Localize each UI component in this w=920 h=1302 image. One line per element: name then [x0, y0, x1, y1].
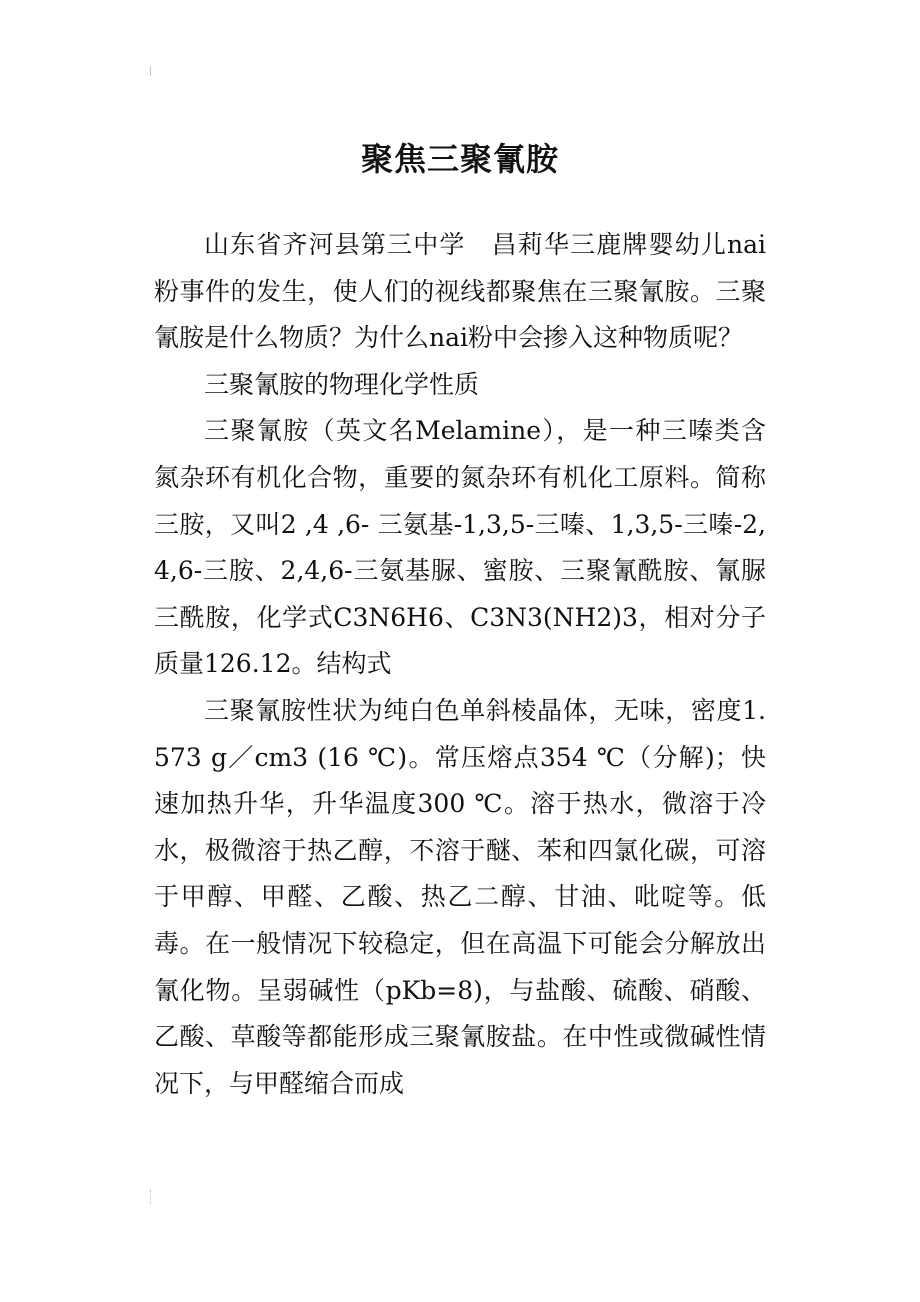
section-heading-properties: 三聚氰胺的物理化学性质 [204, 369, 480, 399]
paragraph-melamine-definition: 三聚氰胺（英文名Melamine），是一种三嗪类含氮杂环有机化合物，重要的氮杂环有机化工原料。简称三胺，又叫2 ,4 ,6- 三氨基-1,3,5-三嗪、1,3,5-三嗪-2,4,6-三胺、2,4,6-三氨基脲、蜜胺、三聚氰酰胺、氰脲三酰胺，化学式C3N6H6、C3N3(NH2)3，相对分子质量126.12。结构式 [154, 416, 766, 679]
paragraph-intro: 山东省齐河县第三中学 昌莉华三鹿牌婴幼儿nai粉事件的发生，使人们的视线都聚焦在三聚氰胺。三聚氰胺是什么物质？为什么nai粉中会掺入这种物质呢？ [154, 230, 766, 353]
top-corner-mark [150, 66, 157, 76]
paragraph-physical-properties: 三聚氰胺性状为纯白色单斜棱晶体，无味，密度1.573 g／cm3 (16 ℃)。常压熔点354 ℃（分解)；快速加热升华，升华温度300 ℃。溶于热水，微溶于冷水，极微溶于热乙醇，不溶于醚、苯和四氯化碳，可溶于甲醇、甲醛、乙酸、热乙二醇、甘油、吡啶等。低毒。在一般情况下较稳定，但在高温下可能会分解放出氰化物。呈弱碱性（pKb=8)，与盐酸、硫酸、硝酸、乙酸、草酸等都能形成三聚氰胺盐。在中性或微碱性情况下，与甲醛缩合而成 [154, 695, 766, 1098]
document-body [154, 222, 766, 1107]
document-title: 聚焦三聚氰胺 [360, 140, 559, 179]
bottom-corner-mark [150, 1190, 157, 1204]
